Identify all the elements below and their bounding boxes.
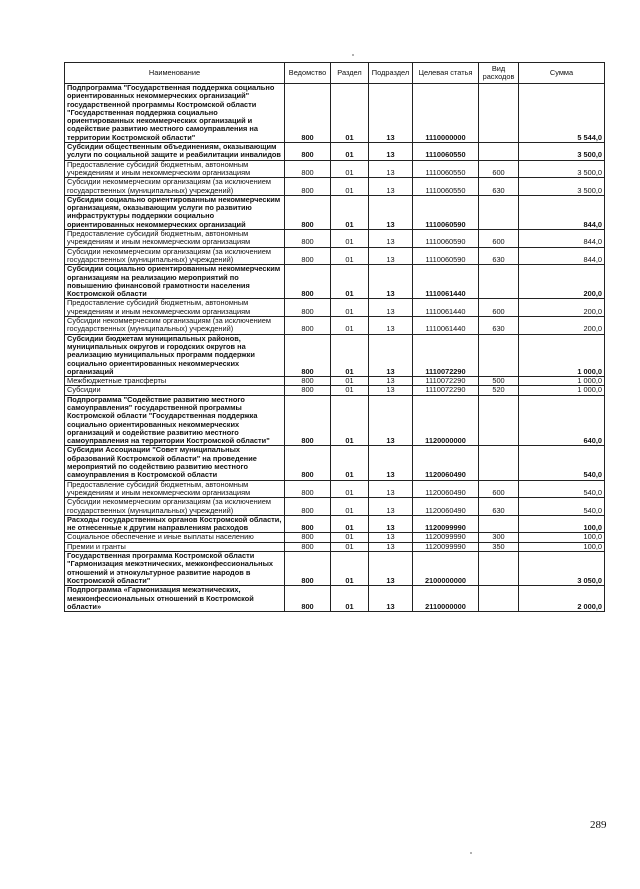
- cell-article: 1120099990: [413, 542, 479, 551]
- scan-speck: [470, 852, 472, 854]
- cell-section: 01: [331, 480, 369, 498]
- cell-subsection: 13: [369, 178, 413, 196]
- cell-dept: 800: [285, 178, 331, 196]
- cell-expense: [479, 334, 519, 376]
- cell-expense: 630: [479, 178, 519, 196]
- cell-dept: 800: [285, 386, 331, 395]
- cell-name: Субсидии некоммерческим организациям (за исключением государственных (муниципальных) учреждений): [65, 178, 285, 196]
- cell-sum: 2 000,0: [519, 586, 605, 612]
- cell-section: 01: [331, 586, 369, 612]
- cell-name: Субсидии некоммерческим организациям (за исключением государственных (муниципальных) учреждений): [65, 498, 285, 516]
- table-row: [65, 395, 605, 446]
- cell-expense: [479, 446, 519, 480]
- cell-expense: [479, 143, 519, 161]
- cell-name: Государственная программа Костромской области "Гармонизация межэтнических, межконфессиональных отношений и этнокультурное развитие народов в Костромской области": [65, 552, 285, 586]
- cell-subsection: 13: [369, 515, 413, 533]
- cell-dept: 800: [285, 195, 331, 229]
- cell-article: 1120060490: [413, 480, 479, 498]
- cell-dept: 800: [285, 143, 331, 161]
- cell-dept: 800: [285, 552, 331, 586]
- table-row: [65, 386, 605, 395]
- cell-section: 01: [331, 542, 369, 551]
- cell-name: Социальное обеспечение и иные выплаты населению: [65, 533, 285, 542]
- cell-dept: 800: [285, 533, 331, 542]
- header-sum: Сумма: [519, 63, 605, 84]
- cell-expense: 500: [479, 377, 519, 386]
- cell-dept: 800: [285, 160, 331, 178]
- cell-article: 2100000000: [413, 552, 479, 586]
- cell-sum: 844,0: [519, 195, 605, 229]
- cell-article: 1110060590: [413, 230, 479, 248]
- cell-subsection: 13: [369, 480, 413, 498]
- cell-section: 01: [331, 317, 369, 335]
- table-row: [65, 377, 605, 386]
- cell-name: Премии и гранты: [65, 542, 285, 551]
- cell-sum: 200,0: [519, 317, 605, 335]
- cell-expense: 630: [479, 247, 519, 265]
- cell-article: 1110072290: [413, 377, 479, 386]
- cell-section: 01: [331, 533, 369, 542]
- cell-article: 1110060550: [413, 178, 479, 196]
- cell-name: Предоставление субсидий бюджетным, автономным учреждениям и иным некоммерческим организациям: [65, 480, 285, 498]
- cell-name: Подпрограмма "Содействие развитию местного самоуправления" государственной программы Костромской области "Государственная поддержка социально ориентированных некоммерческих организаций и содействие развитию местного самоуправления на территории Костромской области": [65, 395, 285, 446]
- cell-expense: [479, 265, 519, 299]
- table-row: [65, 498, 605, 516]
- header-subsection: Подраздел: [369, 63, 413, 84]
- cell-expense: 300: [479, 533, 519, 542]
- table-row: [65, 143, 605, 161]
- table-row: [65, 247, 605, 265]
- cell-article: 1120000000: [413, 395, 479, 446]
- table-row: [65, 334, 605, 376]
- budget-table: [64, 62, 605, 612]
- cell-sum: 5 544,0: [519, 84, 605, 143]
- cell-subsection: 13: [369, 317, 413, 335]
- cell-article: 1110072290: [413, 334, 479, 376]
- cell-subsection: 13: [369, 386, 413, 395]
- cell-sum: 3 500,0: [519, 178, 605, 196]
- cell-name: Субсидии: [65, 386, 285, 395]
- cell-expense: [479, 515, 519, 533]
- cell-expense: [479, 552, 519, 586]
- cell-expense: 520: [479, 386, 519, 395]
- cell-dept: 800: [285, 265, 331, 299]
- cell-sum: 1 000,0: [519, 334, 605, 376]
- cell-subsection: 13: [369, 247, 413, 265]
- cell-expense: [479, 395, 519, 446]
- cell-article: 1110060550: [413, 160, 479, 178]
- cell-subsection: 13: [369, 552, 413, 586]
- cell-sum: 3 050,0: [519, 552, 605, 586]
- cell-sum: 844,0: [519, 247, 605, 265]
- cell-expense: 630: [479, 498, 519, 516]
- cell-article: 1120060490: [413, 446, 479, 480]
- cell-subsection: 13: [369, 446, 413, 480]
- cell-expense: 350: [479, 542, 519, 551]
- cell-dept: 800: [285, 542, 331, 551]
- cell-name: Субсидии бюджетам муниципальных районов, муниципальных округов и городских округов на реализацию муниципальных программ поддержки социально ориентированных некоммерческих организаций: [65, 334, 285, 376]
- cell-dept: 800: [285, 498, 331, 516]
- cell-subsection: 13: [369, 299, 413, 317]
- cell-subsection: 13: [369, 498, 413, 516]
- cell-sum: 3 500,0: [519, 143, 605, 161]
- cell-name: Субсидии некоммерческим организациям (за исключением государственных (муниципальных) учреждений): [65, 247, 285, 265]
- budget-sheet: [64, 62, 604, 612]
- cell-subsection: 13: [369, 395, 413, 446]
- cell-section: 01: [331, 247, 369, 265]
- cell-subsection: 13: [369, 84, 413, 143]
- scan-speck: [352, 54, 354, 56]
- cell-name: Субсидии некоммерческим организациям (за исключением государственных (муниципальных) учреждений): [65, 317, 285, 335]
- cell-subsection: 13: [369, 586, 413, 612]
- cell-name: Предоставление субсидий бюджетным, автономным учреждениям и иным некоммерческим организациям: [65, 160, 285, 178]
- cell-name: Подпрограмма «Гармонизация межэтнических, межконфессиональных отношений в Костромской области»: [65, 586, 285, 612]
- cell-section: 01: [331, 265, 369, 299]
- cell-section: 01: [331, 386, 369, 395]
- cell-section: 01: [331, 195, 369, 229]
- cell-sum: 540,0: [519, 498, 605, 516]
- cell-article: 1110061440: [413, 317, 479, 335]
- cell-dept: 800: [285, 230, 331, 248]
- table-row: [65, 160, 605, 178]
- cell-dept: 800: [285, 334, 331, 376]
- cell-section: 01: [331, 446, 369, 480]
- cell-sum: 1 000,0: [519, 377, 605, 386]
- cell-dept: 800: [285, 84, 331, 143]
- table-row: [65, 586, 605, 612]
- cell-article: 1110061440: [413, 265, 479, 299]
- header-name: Наименование: [65, 63, 285, 84]
- cell-article: 1120099990: [413, 533, 479, 542]
- cell-dept: 800: [285, 446, 331, 480]
- cell-expense: [479, 84, 519, 143]
- cell-article: 1110072290: [413, 386, 479, 395]
- cell-dept: 800: [285, 515, 331, 533]
- cell-sum: 100,0: [519, 515, 605, 533]
- cell-sum: 100,0: [519, 533, 605, 542]
- cell-name: Расходы государственных органов Костромской области, не отнесенные к другим направлениям расходов: [65, 515, 285, 533]
- cell-sum: 3 500,0: [519, 160, 605, 178]
- cell-expense: [479, 586, 519, 612]
- cell-section: 01: [331, 515, 369, 533]
- cell-expense: 600: [479, 480, 519, 498]
- table-row: [65, 265, 605, 299]
- table-row: [65, 230, 605, 248]
- cell-section: 01: [331, 84, 369, 143]
- table-row: [65, 542, 605, 551]
- cell-article: 1120099990: [413, 515, 479, 533]
- table-row: [65, 446, 605, 480]
- cell-subsection: 13: [369, 533, 413, 542]
- cell-name: Субсидии социально ориентированным некоммерческим организациям на реализацию мероприятий по повышению финансовой грамотности населения Костромской области: [65, 265, 285, 299]
- cell-subsection: 13: [369, 265, 413, 299]
- cell-name: Субсидии социально ориентированным некоммерческим организациям, оказывающим услуги по развитию инфраструктуры поддержки социально ориентированных некоммерческих организаций: [65, 195, 285, 229]
- cell-article: 1110060550: [413, 143, 479, 161]
- cell-name: Подпрограмма "Государственная поддержка социально ориентированных некоммерческих организаций" государственной программы Костромской области "Государственная поддержка социально ориентированных некоммерческих организаций и содействие развитию местного самоуправления на территории Костромской области": [65, 84, 285, 143]
- cell-dept: 800: [285, 395, 331, 446]
- cell-sum: 540,0: [519, 480, 605, 498]
- cell-section: 01: [331, 230, 369, 248]
- cell-article: 1120060490: [413, 498, 479, 516]
- cell-sum: 540,0: [519, 446, 605, 480]
- table-header-row: [65, 63, 605, 84]
- cell-expense: 600: [479, 230, 519, 248]
- cell-expense: 600: [479, 299, 519, 317]
- cell-dept: 800: [285, 299, 331, 317]
- cell-section: 01: [331, 377, 369, 386]
- cell-section: 01: [331, 334, 369, 376]
- cell-expense: 600: [479, 160, 519, 178]
- cell-subsection: 13: [369, 334, 413, 376]
- table-row: [65, 195, 605, 229]
- cell-expense: [479, 195, 519, 229]
- table-row: [65, 533, 605, 542]
- cell-section: 01: [331, 299, 369, 317]
- table-body: [65, 84, 605, 612]
- cell-expense: 630: [479, 317, 519, 335]
- cell-section: 01: [331, 498, 369, 516]
- cell-subsection: 13: [369, 230, 413, 248]
- table-row: [65, 480, 605, 498]
- table-row: [65, 84, 605, 143]
- page-number: 289: [590, 819, 607, 831]
- cell-name: Субсидии общественным объединениям, оказывающим услуги по социальной защите и реабилитации инвалидов: [65, 143, 285, 161]
- cell-sum: 1 000,0: [519, 386, 605, 395]
- table-row: [65, 299, 605, 317]
- cell-name: Межбюджетные трансферты: [65, 377, 285, 386]
- cell-section: 01: [331, 178, 369, 196]
- cell-dept: 800: [285, 317, 331, 335]
- cell-article: 1110061440: [413, 299, 479, 317]
- table-row: [65, 317, 605, 335]
- cell-sum: 200,0: [519, 265, 605, 299]
- cell-name: Предоставление субсидий бюджетным, автономным учреждениям и иным некоммерческим организациям: [65, 299, 285, 317]
- cell-dept: 800: [285, 586, 331, 612]
- header-dept: Ведомство: [285, 63, 331, 84]
- cell-sum: 200,0: [519, 299, 605, 317]
- cell-subsection: 13: [369, 542, 413, 551]
- cell-sum: 844,0: [519, 230, 605, 248]
- table-row: [65, 178, 605, 196]
- cell-section: 01: [331, 143, 369, 161]
- cell-article: 1110060590: [413, 247, 479, 265]
- cell-subsection: 13: [369, 195, 413, 229]
- header-article: Целевая статья: [413, 63, 479, 84]
- cell-subsection: 13: [369, 160, 413, 178]
- header-expense: Вид расходов: [479, 63, 519, 84]
- cell-article: 2110000000: [413, 586, 479, 612]
- cell-dept: 800: [285, 480, 331, 498]
- cell-article: 1110060590: [413, 195, 479, 229]
- cell-name: Субсидии Ассоциации "Совет муниципальных образований Костромской области" на проведение мероприятий по содействию развитию местного самоуправления в Костромской области: [65, 446, 285, 480]
- cell-subsection: 13: [369, 143, 413, 161]
- cell-article: 1110000000: [413, 84, 479, 143]
- table-row: [65, 552, 605, 586]
- cell-sum: 640,0: [519, 395, 605, 446]
- cell-sum: 100,0: [519, 542, 605, 551]
- header-section: Раздел: [331, 63, 369, 84]
- cell-subsection: 13: [369, 377, 413, 386]
- cell-name: Предоставление субсидий бюджетным, автономным учреждениям и иным некоммерческим организациям: [65, 230, 285, 248]
- cell-section: 01: [331, 552, 369, 586]
- cell-dept: 800: [285, 247, 331, 265]
- cell-section: 01: [331, 160, 369, 178]
- cell-section: 01: [331, 395, 369, 446]
- table-row: [65, 515, 605, 533]
- cell-dept: 800: [285, 377, 331, 386]
